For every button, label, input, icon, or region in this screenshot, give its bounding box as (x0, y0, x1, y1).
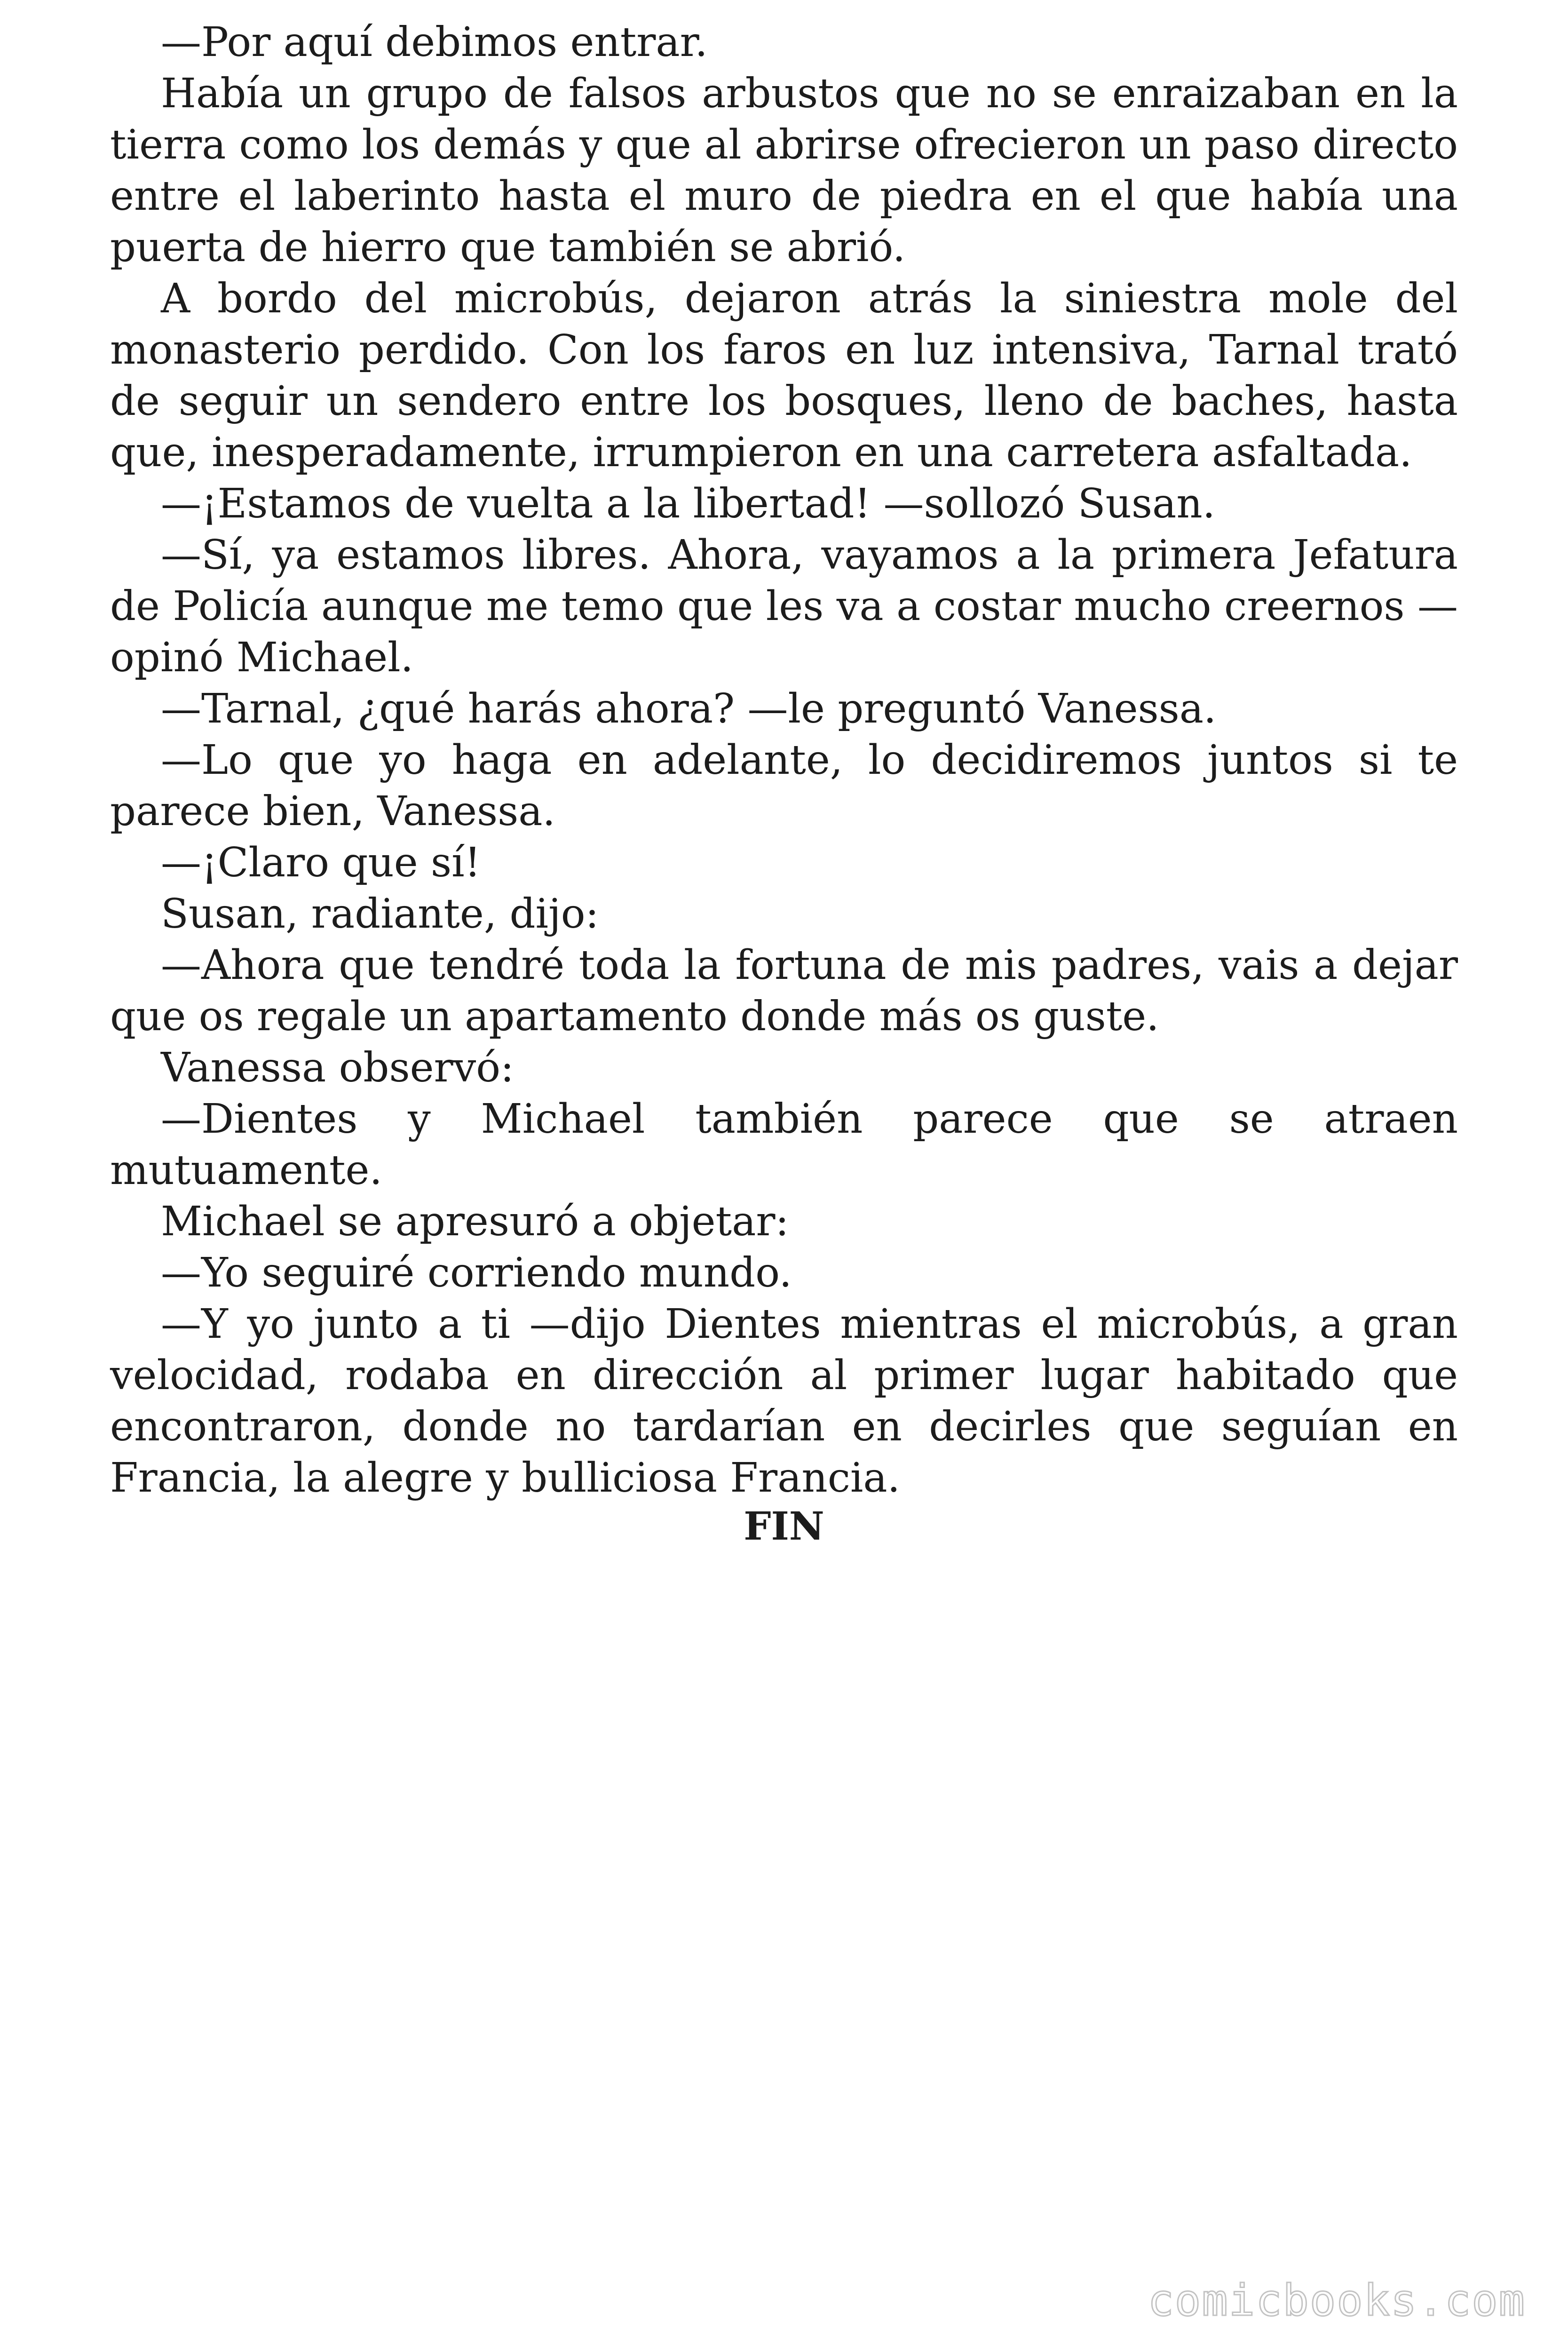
paragraph-3: A bordo del microbús, dejaron atrás la siniestra mole del monasterio perdido. Con los faros en luz intensiva, Tarnal trató de seguir un sendero entre los bosques, lleno de baches, hasta que, inesperadamente, irrumpieron en una carretera asfaltada. (110, 275, 1458, 476)
paragraph-11: Vanessa observó: (161, 1044, 514, 1091)
paragraph-12: —Dientes y Michael también parece que se atraen mutuamente. (110, 1096, 1458, 1194)
end-mark: FIN (744, 1504, 824, 1549)
paragraph-2: Había un grupo de falsos arbustos que no se enraizaban en la tierra como los demás y que al abrirse ofrecieron un paso directo entre el laberinto hasta el muro de piedra en el que había una puerta de hierro que también se abrió. (110, 70, 1458, 271)
watermark: comicbooks.com (1148, 2275, 1526, 2326)
paragraph-7: —Lo que yo haga en adelante, lo decidiremos juntos si te parece bien, Vanessa. (110, 737, 1458, 835)
paragraph-13: Michael se apresuró a objetar: (161, 1198, 789, 1245)
paragraph-10: —Ahora que tendré toda la fortuna de mis padres, vais a dejar que os regale un apartamento donde más os guste. (110, 942, 1458, 1040)
paragraph-15: —Y yo junto a ti —dijo Dientes mientras el microbús, a gran velocidad, rodaba en dirección al primer lugar habitado que encontraron, donde no tardarían en decirles que seguían en Francia, la alegre y bulliciosa Francia. (110, 1301, 1458, 1502)
paragraph-8: —¡Claro que sí! (161, 839, 481, 886)
paragraph-9: Susan, radiante, dijo: (161, 890, 599, 938)
paragraph-6: —Tarnal, ¿qué harás ahora? —le preguntó Vanessa. (161, 685, 1217, 732)
paragraph-5: —Sí, ya estamos libres. Ahora, vayamos a la primera Jefatura de Policía aunque me temo que les va a costar mucho creernos —opinó Michael. (110, 532, 1458, 681)
paragraph-1: —Por aquí debimos entrar. (161, 19, 708, 66)
body-text (110, 17, 1458, 1504)
paragraph-4: —¡Estamos de vuelta a la libertad! —sollozó Susan. (161, 480, 1216, 527)
paragraph-14: —Yo seguiré corriendo mundo. (161, 1249, 792, 1296)
